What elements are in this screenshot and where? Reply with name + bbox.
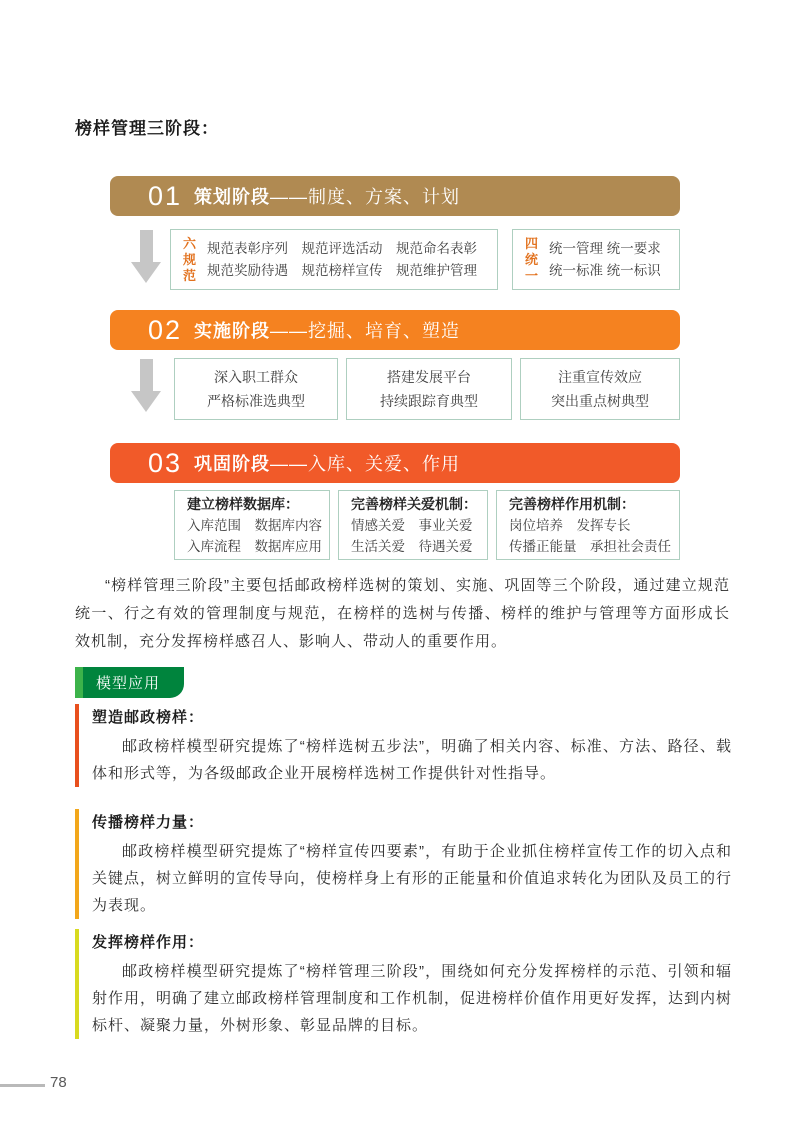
- stage-2-box-1-line-2: 严格标准选典型: [207, 393, 305, 409]
- stage-2-box-1-line-1: 深入职工群众: [214, 369, 298, 385]
- badge-accent-strip: [75, 667, 83, 698]
- stage-3-box-1: [174, 490, 330, 560]
- summary-paragraph: “榜样管理三阶段”主要包括邮政榜样选树的策划、实施、巩固等三个阶段，通过建立规范统一、行之有效的管理制度与规范，在榜样的选树与传播、榜样的维护与管理等方面形成长效机制，充分发挥榜样感召人、影响人、带动人的重要作用。: [75, 577, 730, 650]
- stage-3-box-1-line-2: 入库流程 数据库应用: [187, 538, 322, 554]
- stage-3-box-1-heading: 建立榜样数据库：: [187, 495, 299, 512]
- down-arrow-head: [131, 262, 161, 283]
- stage-3-number: 03: [148, 447, 183, 478]
- application-section-3: [75, 929, 732, 1039]
- four-unifications-line-1: 统一管理 统一要求: [549, 240, 661, 256]
- stage-3-box-2-line-2: 生活关爱 待遇关爱: [351, 538, 473, 554]
- stage-1-suffix: ——制度、方案、计划: [270, 187, 461, 207]
- stage-3-box-2: [338, 490, 488, 560]
- six-standards-line-1: 规范表彰序列 规范评选活动 规范命名表彰: [207, 240, 477, 256]
- application-3-heading: 发挥榜样作用：: [92, 934, 205, 951]
- four-unifications-line-2: 统一标准 统一标识: [549, 262, 661, 278]
- stage-2-box-2-line-1: 搭建发展平台: [387, 369, 471, 385]
- folio-rule: [0, 1084, 45, 1087]
- stage-3-box-1-line-1: 入库范围 数据库内容: [187, 517, 322, 533]
- stage-1-number: 01: [148, 180, 183, 211]
- stage-2-box-1: [174, 358, 338, 420]
- stage-3-box-2-heading: 完善榜样关爱机制：: [351, 495, 477, 512]
- stage-3-box-3-line-2: 传播正能量 承担社会责任: [509, 538, 671, 554]
- page-number: 78: [50, 1074, 67, 1091]
- stage-3-box-2-line-1: 情感关爱 事业关爱: [351, 517, 473, 533]
- application-3-body: 邮政榜样模型研究提炼了“榜样管理三阶段”，围绕如何充分发挥榜样的示范、引领和辐射作用，明确了建立邮政榜样管理制度和工作机制，促进榜样价值作用更好发挥，达到内树标杆、凝聚力量，外树形象、彰显品牌的目标。: [92, 963, 733, 1034]
- stage-3-name: 巩固阶段: [194, 454, 271, 474]
- page-title: 榜样管理三阶段：: [75, 119, 219, 138]
- stage-2-box-3-line-1: 注重宣传效应: [558, 369, 642, 385]
- six-standards-label: 六规范: [182, 235, 196, 283]
- application-2-heading: 传播榜样力量：: [92, 814, 205, 831]
- application-2-body: 邮政榜样模型研究提炼了“榜样宣传四要素”，有助于企业抓住榜样宣传工作的切入点和关键点，树立鲜明的宣传导向，使榜样身上有形的正能量和价值追求转化为团队及员工的行为表现。: [92, 843, 733, 914]
- down-arrow-bar: [140, 230, 153, 262]
- down-arrow-head: [131, 391, 161, 412]
- six-standards-line-2: 规范奖励待遇 规范榜样宣传 规范维护管理: [207, 262, 477, 278]
- section-badge: [75, 667, 184, 698]
- stage-2-banner: [110, 310, 680, 350]
- application-section-2: [75, 809, 732, 919]
- four-unifications-label: 四统一: [524, 235, 538, 283]
- stage-3-suffix: ——入库、关爱、作用: [270, 454, 461, 474]
- stage-2-box-3-line-2: 突出重点树典型: [551, 393, 649, 409]
- four-unifications-box: [512, 229, 680, 290]
- stage-3-box-3-heading: 完善榜样作用机制：: [509, 495, 635, 512]
- stage-2-box-3: [520, 358, 680, 420]
- application-section-1: [75, 704, 732, 787]
- stage-3-banner: [110, 443, 680, 483]
- application-1-heading: 塑造邮政榜样：: [92, 709, 205, 726]
- stage-2-box-2: [346, 358, 512, 420]
- stage-1-banner: [110, 176, 680, 216]
- down-arrow-bar: [140, 359, 153, 391]
- stage-2-name: 实施阶段: [194, 321, 271, 341]
- stage-2-number: 02: [148, 314, 183, 345]
- stage-1-name: 策划阶段: [194, 187, 271, 207]
- application-1-body: 邮政榜样模型研究提炼了“榜样选树五步法”，明确了相关内容、标准、方法、路径、载体和形式等，为各级邮政企业开展榜样选树工作提供针对性指导。: [92, 738, 732, 782]
- badge-label: 模型应用: [83, 667, 184, 698]
- stage-2-box-2-line-2: 持续跟踪育典型: [380, 393, 478, 409]
- down-arrow-icon: [131, 359, 161, 412]
- six-standards-box: [170, 229, 498, 290]
- stage-3-box-3-line-1: 岗位培养 发挥专长: [509, 517, 631, 533]
- stage-2-suffix: ——挖掘、培育、塑造: [270, 321, 461, 341]
- stage-3-box-3: [496, 490, 680, 560]
- down-arrow-icon: [131, 230, 161, 283]
